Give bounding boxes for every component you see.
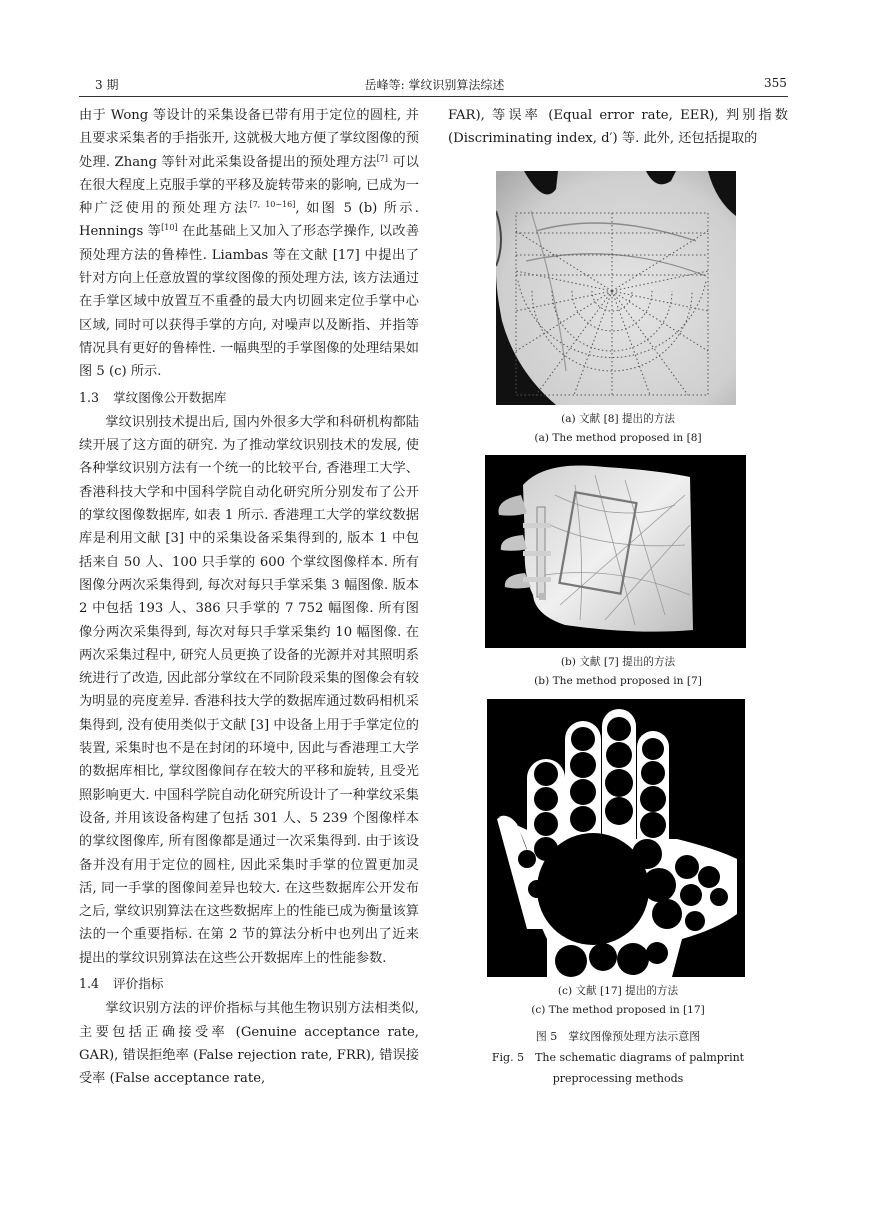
caption-5c (448, 982, 788, 1020)
header-rule (79, 96, 788, 97)
caption-5a (448, 410, 788, 448)
figure-5c-image (487, 699, 745, 977)
caption-5c-en: (c) The method proposed in [17] (531, 1004, 705, 1016)
caption-5b (448, 653, 788, 691)
figure-title-en-line1: Fig. 5 The schematic diagrams of palmprint (491, 1051, 745, 1064)
section-title: 掌纹图像公开数据库 (113, 389, 227, 405)
palm-grid-illustration (496, 171, 736, 405)
paragraph-metrics: 掌纹识别方法的评价指标与其他生物识别方法相类似, 主要包括正确接受率 (Genuine acceptance rate, GAR), 错误拒绝率 (False rejection rate, FRR), 错误接受率 (False acceptance rate, (79, 1001, 419, 1087)
figure-5-title (448, 1026, 788, 1089)
section-number: 1.4 (79, 975, 100, 991)
section-heading-1-3 (79, 386, 419, 409)
figure-5b-image (485, 455, 746, 648)
header-page-number: 355 (764, 76, 787, 90)
section-title: 评价指标 (113, 975, 164, 991)
hand-inscribed-circles-illustration (487, 699, 745, 977)
caption-5a-en: (a) The method proposed in [8] (534, 432, 702, 444)
figure-title-en-line2: preprocessing methods (552, 1072, 684, 1085)
text-run: , 如图 5 (b) 所示. Hennings 等 (79, 201, 419, 240)
left-column (79, 104, 419, 1090)
header-issue: 3 期 (95, 78, 119, 92)
caption-5b-en: (b) The method proposed in [7] (534, 675, 702, 687)
figure-title-zh: 图 5 掌纹图像预处理方法示意图 (535, 1030, 701, 1043)
palm-roi-illustration (485, 455, 746, 648)
header-title: 岳峰等: 掌纹识别算法综述 (364, 78, 505, 92)
citation: [7] (376, 153, 388, 163)
section-heading-1-4 (79, 972, 419, 995)
text-run: 由于 Wong 等设计的采集设备已带有用于定位的圆柱, 并且要求采集者的手指张开, 这就极大地方便了掌纹图像的预处理. Zhang 等针对此采集设备提出的预处理方法 (79, 108, 419, 170)
caption-5c-zh: (c) 文献 [17] 提出的方法 (557, 985, 679, 997)
text-run: 在此基础上又加入了形态学操作, 以改善预处理方法的鲁棒性. Liambas 等在文献 [17] 中提出了针对方向上任意放置的掌纹图像的预处理方法, 该方法通过在手掌区域中放置互不重叠的最大内切圆来定位手掌中心区域, 同时可以获得手掌的方向, 对噪声以及断指、并指等情况具有更好的鲁棒性. 一幅典型的手掌图像的处理结果如图 5 (c) 所示. (79, 224, 420, 380)
citation: [10] (161, 223, 178, 233)
citation: [7, 10−16] (249, 200, 296, 210)
text-run: 可以在很大程度上克服手掌的平移及旋转带来的影响, 已成为一种广泛使用的预处理方法 (79, 154, 419, 217)
right-column-text (448, 104, 788, 151)
paragraph-preprocessing (79, 104, 419, 384)
caption-5b-zh: (b) 文献 [7] 提出的方法 (560, 656, 676, 668)
figure-5a-image (496, 171, 736, 405)
caption-5a-zh: (a) 文献 [8] 提出的方法 (561, 413, 675, 425)
paragraph-databases: 掌纹识别技术提出后, 国内外很多大学和科研机构都陆续开展了这方面的研究. 为了推动掌纹识别技术的发展, 使各种掌纹识别方法有一个统一的比较平台, 香港理工大学、香港科技大学和中国科学院自动化研究所分别发布了公开的掌纹图像数据库, 如表 1 所示. 香港理工大学的掌纹数据库是利用文献 [3] 中的采集设备采集得到的, 版本 1 中包括来自 50 人、100 只手掌的 600 个掌纹图像样本. 所有图像分两次采集得到, 每次对每只手掌采集 3 幅图像. 版本 2 中包括 193 人、386 只手掌的 7 752 幅图像. 所有图像分两次采集得到, 每次对每只手掌采集约 10 幅图像. 在两次采集过程中, 研究人员更换了设备的光源并对其照明系统进行了改造, 因此部分掌纹在不同阶段采集的图像会有较为明显的亮度差异. 香港科技大学的数据库通过数码相机采集得到, 没有使用类似于文献 [3] 中设备上用于手掌定位的装置, 采集时也不是在封闭的环境中, 因此与香港理工大学的数据库相比, 掌纹图像间存在较大的平移和旋转, 且受光照影响更大. 中国科学院自动化研究所设计了一种掌纹采集设备, 并用该设备构建了包括 301 人、5 239 个图像样本的掌纹图像库, 所有图像都是通过一次采集得到. 由于该设备并没有用于定位的圆柱, 因此采集时手掌的位置更加灵活, 同一手掌的图像间差异也较大. 在这些数据库公开发布之后, 掌纹识别算法在这些数据库上的性能已成为衡量该算法的一个重要指标. 在第 2 节的算法分析中也列出了近来提出的掌纹识别算法在这些公开数据库上的性能参数. (79, 414, 419, 966)
section-number: 1.3 (79, 389, 100, 405)
paragraph-metrics-continued: FAR), 等误率 (Equal error rate, EER), 判别指数 (Discriminating index, d′) 等. 此外, 还包括提取的 (448, 108, 788, 147)
